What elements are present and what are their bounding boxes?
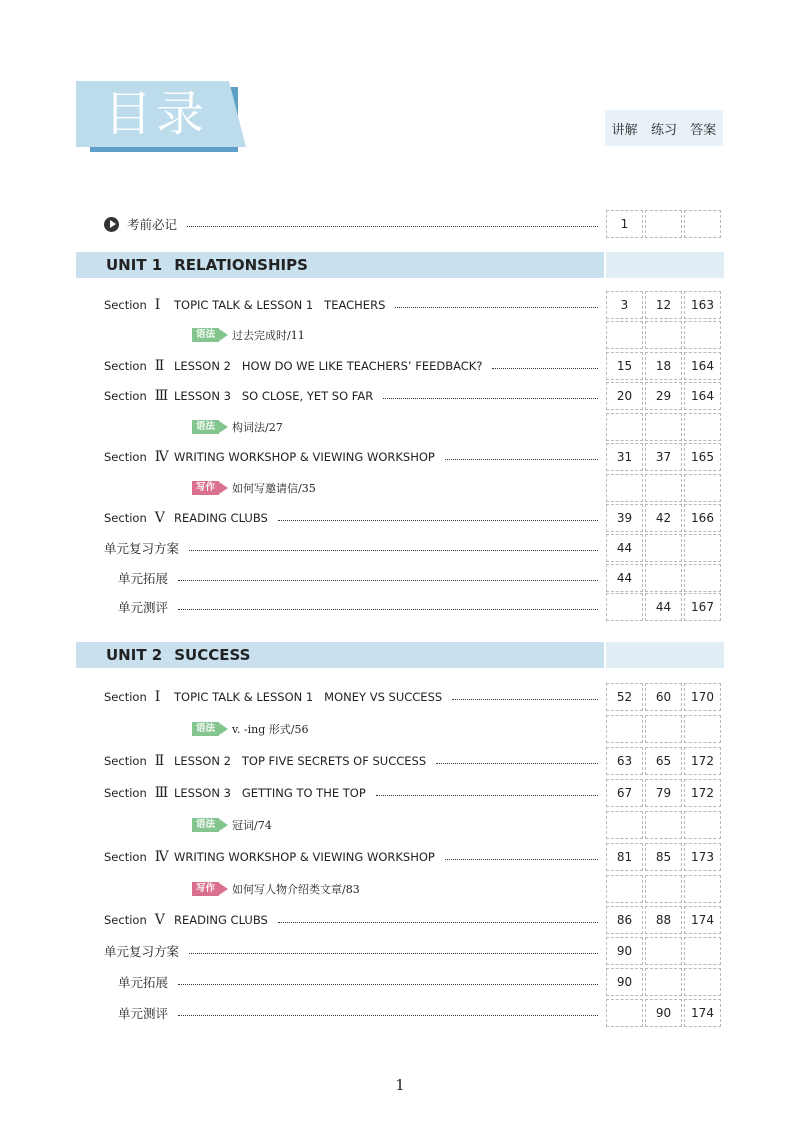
- page-number-cell: [684, 474, 721, 502]
- dot-leader: [187, 225, 598, 227]
- dot-leader: [178, 1014, 598, 1016]
- page-number-cell: 90: [606, 937, 643, 965]
- dot-leader: [492, 367, 598, 369]
- toc-section-entry[interactable]: [104, 505, 604, 531]
- dot-leader: [376, 794, 598, 796]
- dot-leader: [178, 983, 598, 985]
- review-label: 单元复习方案: [104, 944, 180, 959]
- page-number-cell: [606, 474, 643, 502]
- subentry-text: v. -ing 形式/56: [232, 723, 309, 736]
- section-numeral: Ⅱ: [154, 358, 165, 374]
- section-label: [104, 510, 174, 526]
- section-word: Section: [104, 450, 147, 464]
- page-number-cell: 18: [645, 352, 682, 380]
- section-title: LESSON 3 SO CLOSE, YET SO FAR: [174, 389, 374, 403]
- page-number-cell: 20: [606, 382, 643, 410]
- page-number-cell: [645, 937, 682, 965]
- page-number-cell: 174: [684, 999, 721, 1027]
- page-number-cell: 15: [606, 352, 643, 380]
- column-header-practice: 练习: [650, 122, 677, 138]
- page-number-cell: [684, 937, 721, 965]
- page-number-cell: 37: [645, 443, 682, 471]
- unit-title: SUCCESS: [174, 646, 251, 664]
- page-number-cell: 90: [606, 968, 643, 996]
- subentry-text: 构词法/27: [232, 421, 283, 434]
- page-number-cell: [606, 999, 643, 1027]
- section-word: Section: [104, 786, 147, 800]
- toc-section-entry[interactable]: [104, 353, 604, 379]
- section-title: WRITING WORKSHOP & VIEWING WORKSHOP: [174, 450, 435, 464]
- page-number-cell: [606, 413, 643, 441]
- toc-section-entry[interactable]: [104, 444, 604, 470]
- page-number-cell: [684, 875, 721, 903]
- dot-leader: [189, 549, 598, 551]
- page-number-cell: [684, 564, 721, 592]
- arrow-icon: [219, 482, 228, 494]
- section-label: [104, 388, 174, 404]
- arrow-icon: [219, 329, 228, 341]
- review-label: 单元测评: [118, 600, 169, 615]
- section-title: LESSON 2 TOP FIVE SECRETS OF SUCCESS: [174, 754, 427, 768]
- page-number-cell: 164: [684, 352, 721, 380]
- page-number-cell: 42: [645, 504, 682, 532]
- page-number-cell: 39: [606, 504, 643, 532]
- page-number-cell: 44: [606, 564, 643, 592]
- page-number-cell: [606, 321, 643, 349]
- dot-leader: [445, 458, 598, 460]
- toc-subentry[interactable]: [192, 814, 272, 836]
- page-number-cell: 3: [606, 291, 643, 319]
- page-number-cell: [684, 413, 721, 441]
- section-label: [104, 449, 174, 465]
- page-number-cell: 44: [645, 593, 682, 621]
- writing-tag: 写作: [192, 882, 219, 896]
- section-numeral: Ⅳ: [154, 849, 169, 865]
- section-word: Section: [104, 850, 147, 864]
- page-number-cell: 167: [684, 593, 721, 621]
- toc-review-entry[interactable]: [118, 594, 604, 620]
- page-number-cell: [684, 534, 721, 562]
- dot-leader: [436, 762, 598, 764]
- toc-review-entry[interactable]: [118, 565, 604, 591]
- page-number-cell: [645, 474, 682, 502]
- toc-subentry[interactable]: [192, 878, 360, 900]
- column-header-answers: 答案: [690, 122, 717, 138]
- page-title: 目录: [104, 86, 209, 142]
- section-word: Section: [104, 298, 147, 312]
- writing-tag: 写作: [192, 481, 219, 495]
- toc-section-entry[interactable]: [104, 748, 604, 774]
- dot-leader: [178, 608, 598, 610]
- page-number-cell: 1: [606, 210, 643, 238]
- dot-leader: [278, 921, 598, 923]
- section-numeral: Ⅱ: [154, 753, 165, 769]
- page-number-cell: [606, 593, 643, 621]
- play-circle-icon: [104, 217, 119, 232]
- subentry-text: 过去完成时/11: [232, 329, 305, 342]
- toc-subentry[interactable]: [192, 416, 283, 438]
- column-header: [605, 110, 723, 146]
- toc-section-entry[interactable]: [104, 292, 604, 318]
- page-number-cell: 79: [645, 779, 682, 807]
- column-header-explain: 讲解: [611, 122, 638, 138]
- page-number-cell: [645, 321, 682, 349]
- toc-section-entry[interactable]: [104, 844, 604, 870]
- dot-leader: [445, 858, 598, 860]
- toc-review-entry[interactable]: [118, 969, 604, 995]
- page-number-cell: 12: [645, 291, 682, 319]
- grammar-tag: 语法: [192, 722, 219, 736]
- page-number-cell: 52: [606, 683, 643, 711]
- toc-entry-label: 考前必记: [127, 217, 178, 232]
- toc-entry-intro[interactable]: [104, 211, 604, 237]
- section-word: Section: [104, 754, 147, 768]
- page-number-cell: [606, 875, 643, 903]
- subentry-text: 如何写人物介绍类文章/83: [232, 883, 360, 896]
- section-label: [104, 785, 174, 801]
- page-number-cell: [645, 413, 682, 441]
- page-number-cell: [645, 564, 682, 592]
- page-number-cell: 67: [606, 779, 643, 807]
- page-number-cell: 86: [606, 906, 643, 934]
- review-label: 单元复习方案: [104, 541, 180, 556]
- page-number-cell: [645, 534, 682, 562]
- toc-subentry[interactable]: [192, 718, 308, 740]
- page-number-cell: 90: [645, 999, 682, 1027]
- section-word: Section: [104, 389, 147, 403]
- unit-title: RELATIONSHIPS: [174, 256, 308, 274]
- section-numeral: Ⅲ: [154, 388, 169, 404]
- section-title: READING CLUBS: [174, 511, 268, 525]
- page-number-cell: [684, 811, 721, 839]
- page-number-cell: 85: [645, 843, 682, 871]
- page-number-cell: 173: [684, 843, 721, 871]
- page-number-cell: [606, 811, 643, 839]
- toc-subentry[interactable]: [192, 324, 305, 346]
- subentry-text: 如何写邀请信/35: [232, 482, 316, 495]
- page-number-cell: 166: [684, 504, 721, 532]
- arrow-icon: [219, 883, 228, 895]
- unit-label: UNIT 1: [106, 256, 163, 274]
- page-number-cell: 172: [684, 779, 721, 807]
- toc-section-entry[interactable]: [104, 907, 604, 933]
- grammar-tag: 语法: [192, 818, 219, 832]
- toc-section-entry[interactable]: [104, 780, 604, 806]
- dot-leader: [383, 397, 598, 399]
- section-numeral: Ⅰ: [154, 297, 161, 313]
- page-number-cell: 65: [645, 747, 682, 775]
- section-title: WRITING WORKSHOP & VIEWING WORKSHOP: [174, 850, 435, 864]
- section-label: [104, 358, 174, 374]
- page-number-cell: 63: [606, 747, 643, 775]
- section-word: Section: [104, 690, 147, 704]
- page-number-cell: 170: [684, 683, 721, 711]
- toc-subentry[interactable]: [192, 477, 316, 499]
- page-number-cell: 88: [645, 906, 682, 934]
- toc-section-entry[interactable]: [104, 383, 604, 409]
- dot-leader: [395, 306, 598, 308]
- dot-leader: [178, 579, 598, 581]
- page-number: 1: [395, 1076, 405, 1094]
- page-number-cell: [645, 968, 682, 996]
- page-number-cell: [684, 968, 721, 996]
- dot-leader: [278, 519, 598, 521]
- dot-leader: [452, 698, 598, 700]
- page-number-cell: 44: [606, 534, 643, 562]
- section-word: Section: [104, 359, 147, 373]
- section-numeral: Ⅲ: [154, 785, 169, 801]
- page-number-cell: [645, 715, 682, 743]
- section-word: Section: [104, 511, 147, 525]
- page-number-cell: 81: [606, 843, 643, 871]
- page-number-cell: [645, 210, 682, 238]
- section-word: Section: [104, 913, 147, 927]
- review-label: 单元拓展: [118, 571, 169, 586]
- review-label: 单元测评: [118, 1006, 169, 1021]
- section-label: [104, 753, 174, 769]
- section-numeral: Ⅴ: [154, 912, 165, 928]
- toc-section-entry[interactable]: [104, 684, 604, 710]
- section-numeral: Ⅳ: [154, 449, 169, 465]
- arrow-icon: [219, 421, 228, 433]
- page-number-cell: 163: [684, 291, 721, 319]
- toc-review-entry[interactable]: [104, 938, 604, 964]
- subentry-text: 冠词/74: [232, 819, 272, 832]
- dot-leader: [189, 952, 598, 954]
- section-title: TOPIC TALK & LESSON 1 MONEY VS SUCCESS: [174, 690, 443, 704]
- grammar-tag: 语法: [192, 420, 219, 434]
- toc-review-entry[interactable]: [118, 1000, 604, 1026]
- page-number-cell: [606, 715, 643, 743]
- section-label: [104, 689, 174, 705]
- toc-review-entry[interactable]: [104, 535, 604, 561]
- unit-label: UNIT 2: [106, 646, 163, 664]
- page-number-cell: 165: [684, 443, 721, 471]
- page-number-cell: [684, 321, 721, 349]
- page-number-cell: 31: [606, 443, 643, 471]
- review-label: 单元拓展: [118, 975, 169, 990]
- arrow-icon: [219, 819, 228, 831]
- unit-header-extension: [606, 642, 724, 668]
- page-number-cell: [684, 210, 721, 238]
- page-number-cell: [645, 875, 682, 903]
- section-numeral: Ⅴ: [154, 510, 165, 526]
- section-label: [104, 912, 174, 928]
- page-number-cell: 29: [645, 382, 682, 410]
- unit-header: [76, 642, 604, 668]
- page-number-cell: [645, 811, 682, 839]
- section-numeral: Ⅰ: [154, 689, 161, 705]
- page-number-cell: 174: [684, 906, 721, 934]
- section-title: LESSON 3 GETTING TO THE TOP: [174, 786, 366, 800]
- section-label: [104, 297, 174, 313]
- arrow-icon: [219, 723, 228, 735]
- section-label: [104, 849, 174, 865]
- section-title: TOPIC TALK & LESSON 1 TEACHERS: [174, 298, 386, 312]
- unit-header: [76, 252, 604, 278]
- page-number-cell: 172: [684, 747, 721, 775]
- page-number-cell: 164: [684, 382, 721, 410]
- section-title: READING CLUBS: [174, 913, 268, 927]
- page-number-cell: [684, 715, 721, 743]
- grammar-tag: 语法: [192, 328, 219, 342]
- section-title: LESSON 2 HOW DO WE LIKE TEACHERS’ FEEDBACK?: [174, 359, 483, 373]
- unit-header-extension: [606, 252, 724, 278]
- page-number-cell: 60: [645, 683, 682, 711]
